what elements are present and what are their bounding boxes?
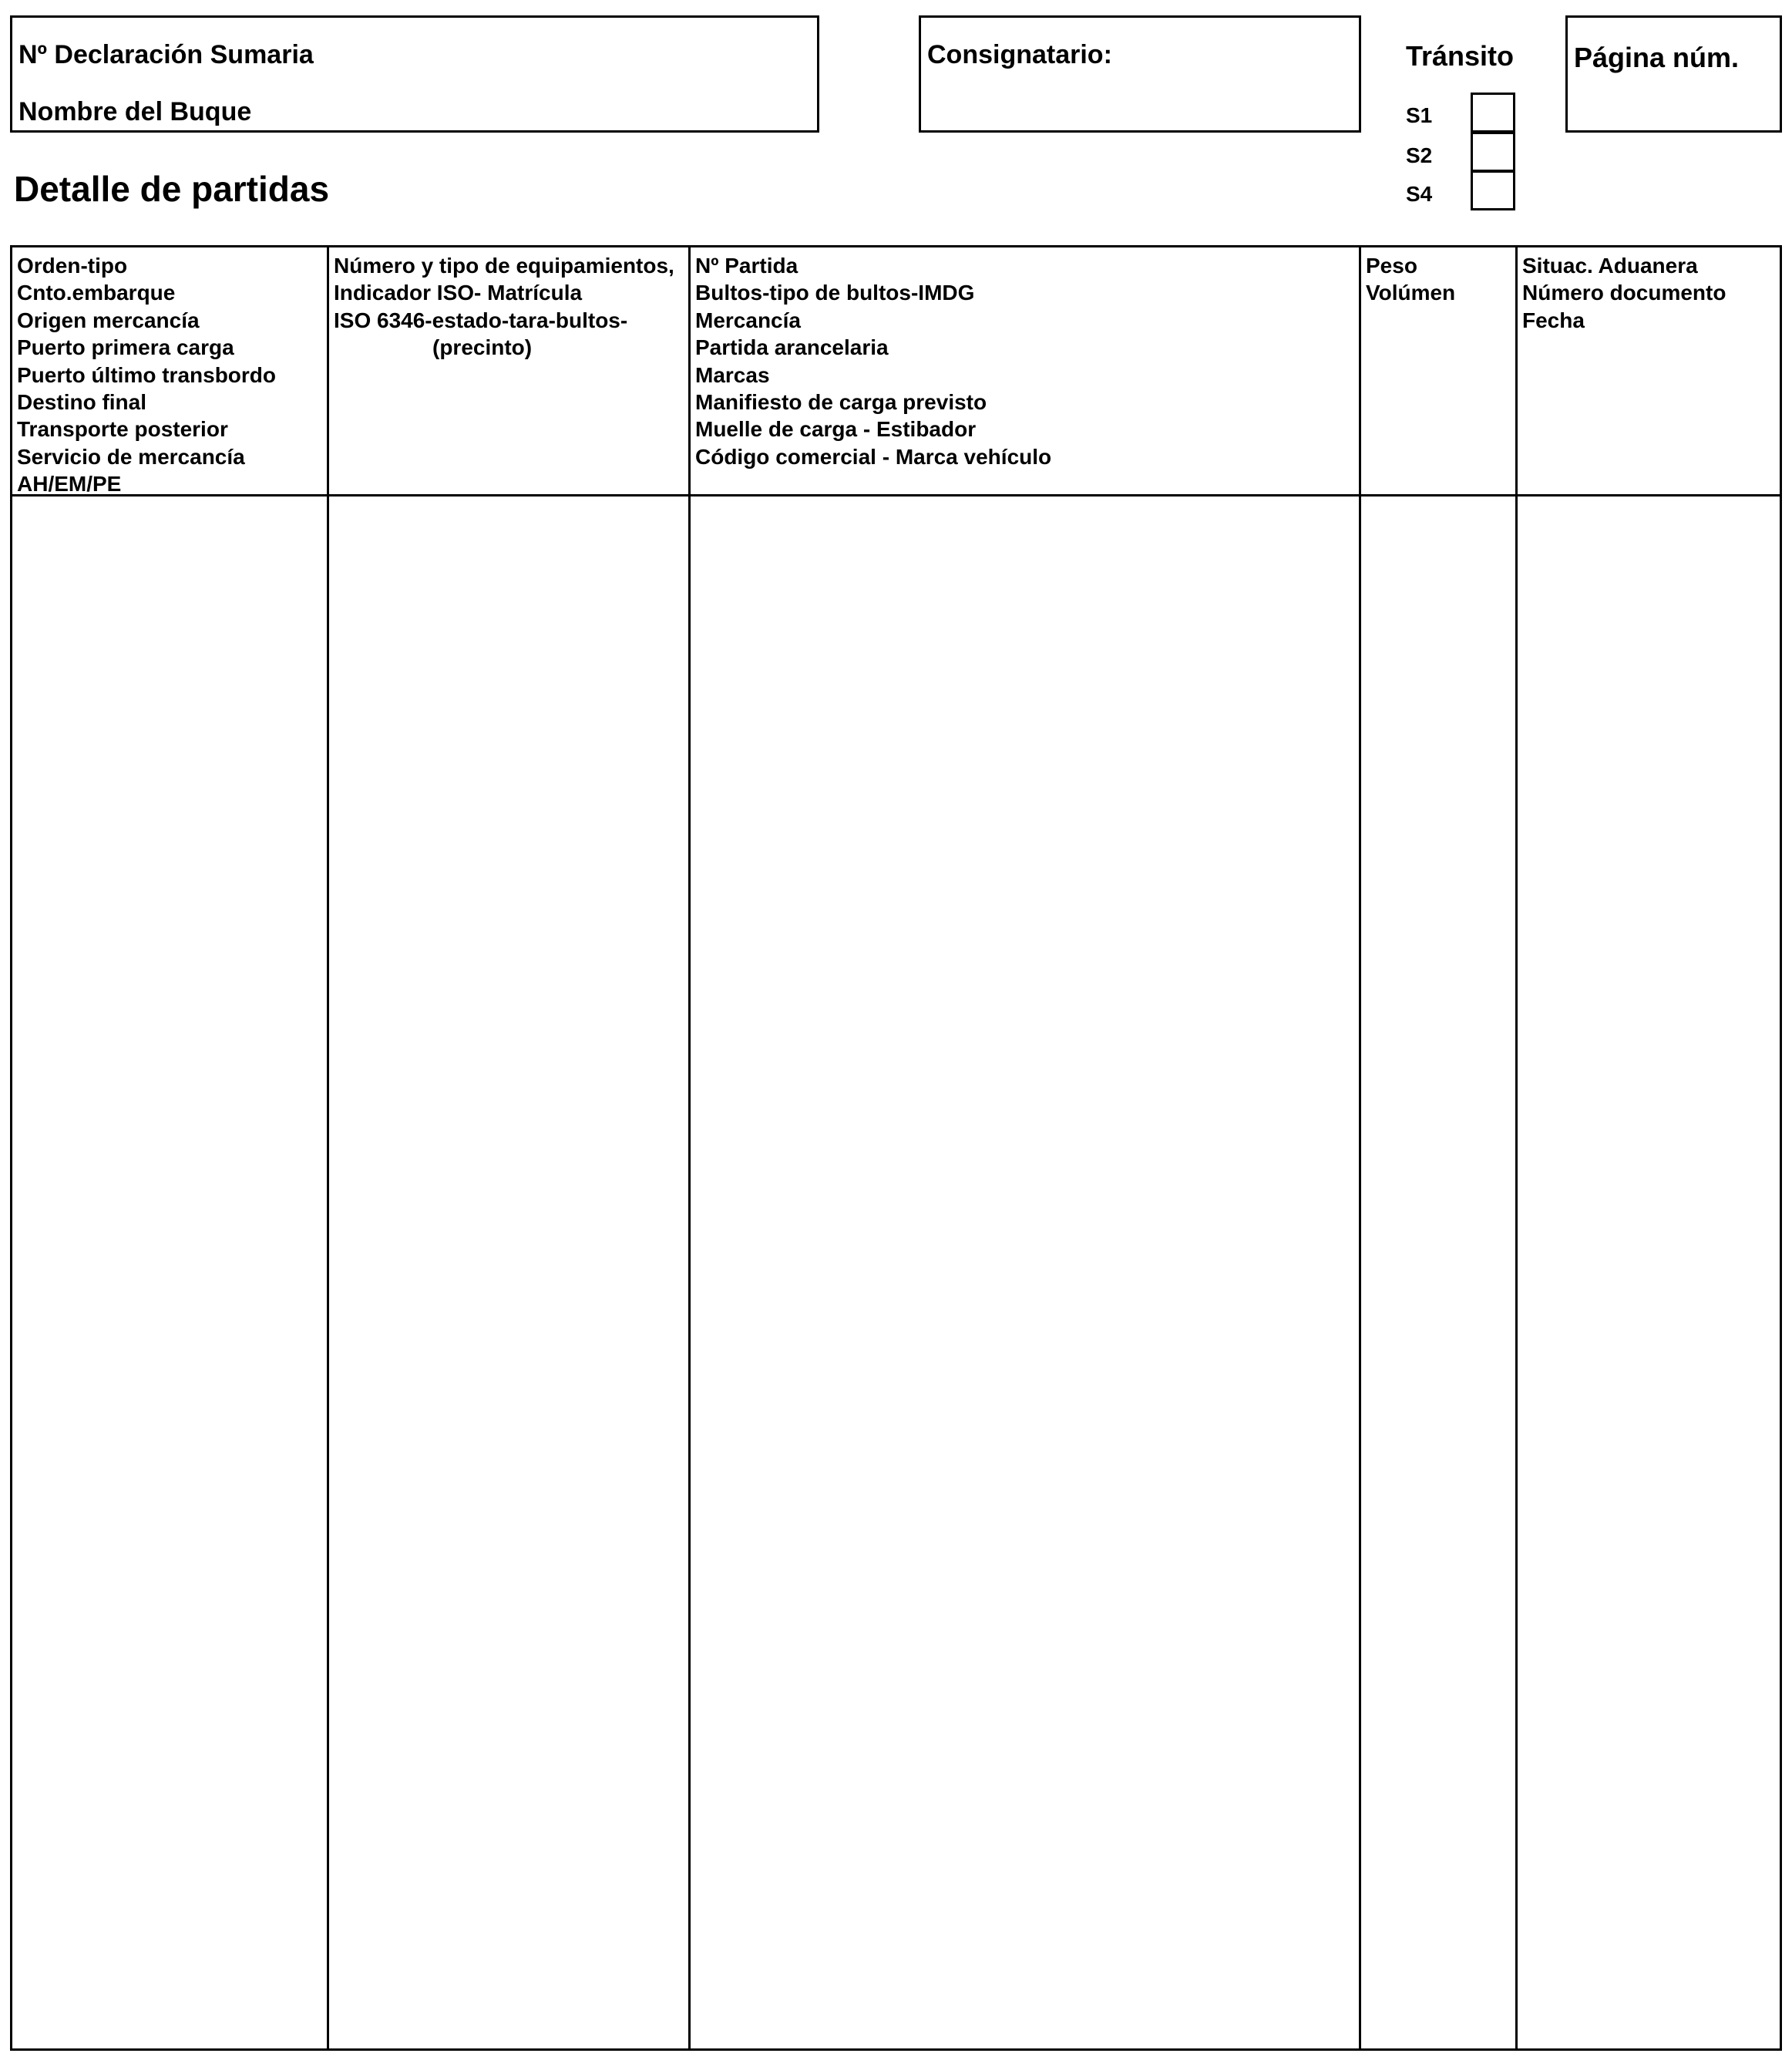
partidas-table bbox=[10, 245, 1782, 2051]
transito-label: Tránsito bbox=[1406, 40, 1515, 72]
column-header-line: Marcas bbox=[695, 362, 770, 387]
transito-s1-label: S1 bbox=[1406, 103, 1433, 127]
column-header-line: Peso bbox=[1366, 254, 1417, 278]
column-header-line: Destino final bbox=[17, 390, 147, 415]
column-header-line: Puerto primera carga bbox=[17, 335, 234, 360]
column-header-line: Puerto último transbordo bbox=[17, 362, 276, 387]
column-header-line: AH/EM/PE bbox=[17, 472, 122, 496]
consignatario-label: Consignatario: bbox=[927, 40, 1112, 69]
declaracion-box bbox=[10, 15, 819, 133]
column-header-line: Origen mercancía bbox=[17, 308, 200, 332]
pagina-num-label: Página núm. bbox=[1574, 42, 1740, 73]
column-divider bbox=[1359, 247, 1361, 2048]
column-header-peso bbox=[1366, 252, 1455, 307]
transito-s1-checkbox[interactable] bbox=[1471, 93, 1515, 133]
header-divider bbox=[12, 494, 1780, 496]
transito-s2-label: S2 bbox=[1406, 143, 1433, 167]
column-header-line: Manifiesto de carga previsto bbox=[695, 390, 987, 415]
transito-s4-label: S4 bbox=[1406, 182, 1433, 206]
column-header-line: Orden-tipo bbox=[17, 254, 128, 278]
section-title: Detalle de partidas bbox=[14, 169, 330, 209]
column-header-line: Cnto.embarque bbox=[17, 281, 176, 305]
column-header-line: Número documento bbox=[1522, 281, 1726, 305]
column-header-orden bbox=[17, 252, 276, 498]
column-header-line: ISO 6346-estado-tara-bultos- bbox=[334, 308, 628, 332]
column-header-line: Código comercial - Marca vehículo bbox=[695, 444, 1052, 469]
consignatario-box bbox=[919, 15, 1361, 133]
column-header-line: (precinto) bbox=[432, 335, 533, 360]
column-header-line: Indicador ISO- Matrícula bbox=[334, 281, 583, 305]
column-header-line: Muelle de carga - Estibador bbox=[695, 417, 977, 442]
declaracion-sumaria-label: Nº Declaración Sumaria bbox=[18, 40, 314, 69]
column-divider bbox=[1515, 247, 1518, 2048]
column-header-partida bbox=[695, 252, 1051, 470]
column-header-equipamientos bbox=[334, 252, 674, 362]
column-header-line: Bultos-tipo de bultos-IMDG bbox=[695, 281, 975, 305]
pagina-box bbox=[1565, 15, 1782, 133]
column-header-line: Fecha bbox=[1522, 308, 1585, 332]
nombre-buque-label: Nombre del Buque bbox=[18, 97, 252, 126]
column-header-line: Mercancía bbox=[695, 308, 801, 332]
column-header-line: Transporte posterior bbox=[17, 417, 228, 442]
column-header-line: Nº Partida bbox=[695, 254, 798, 278]
column-header-line: Situac. Aduanera bbox=[1522, 254, 1698, 278]
column-header-line: Número y tipo de equipamientos, bbox=[334, 254, 674, 278]
column-header-line: Partida arancelaria bbox=[695, 335, 889, 360]
column-divider bbox=[327, 247, 329, 2048]
transito-s2-checkbox[interactable] bbox=[1471, 132, 1515, 172]
column-header-situacion bbox=[1522, 252, 1726, 334]
column-divider bbox=[688, 247, 691, 2048]
column-header-line: Volúmen bbox=[1366, 281, 1456, 305]
transito-s4-checkbox[interactable] bbox=[1471, 170, 1515, 210]
column-header-line: Servicio de mercancía bbox=[17, 444, 245, 469]
